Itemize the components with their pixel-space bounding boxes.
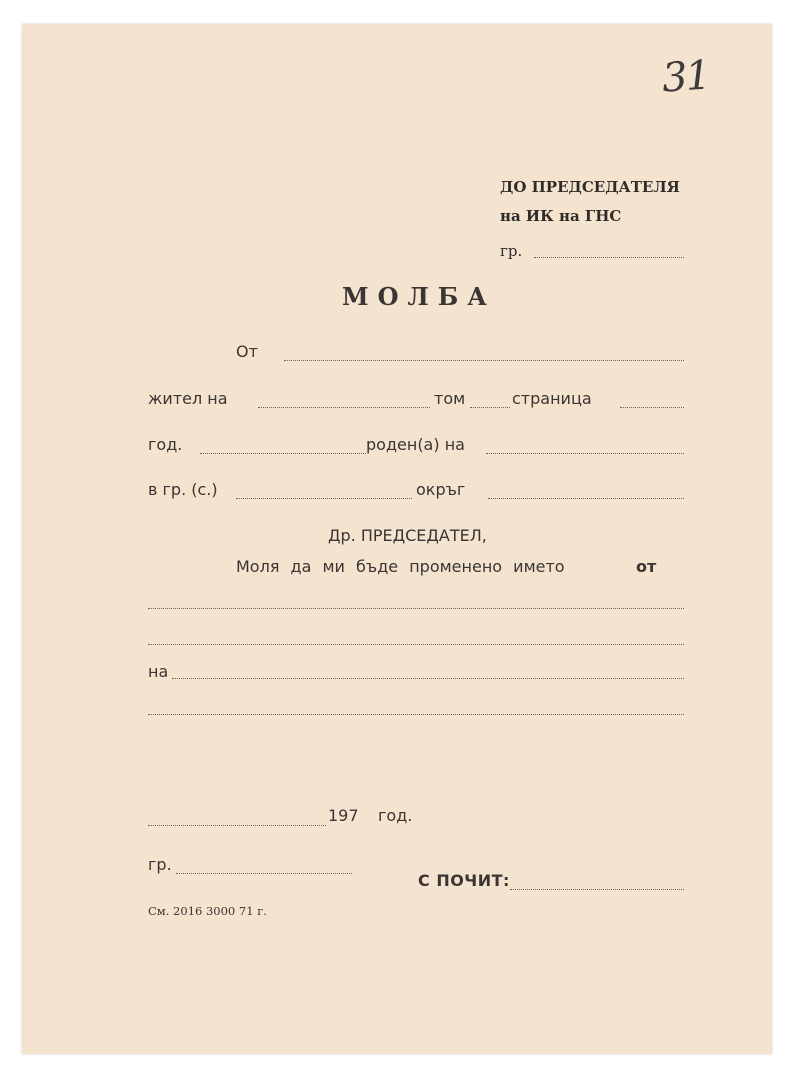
born-label: роден(а) на — [366, 435, 465, 454]
volume-field[interactable] — [470, 407, 510, 408]
from-label: От — [236, 342, 258, 361]
new-name-line-1[interactable] — [172, 678, 684, 679]
addressee-city-field[interactable] — [534, 257, 684, 258]
resident-label: жител на — [148, 389, 228, 408]
district-field[interactable] — [488, 498, 684, 499]
new-name-line-2[interactable] — [148, 714, 684, 715]
year-label: год. — [148, 435, 183, 454]
page-label: страница — [512, 389, 592, 408]
date-field[interactable] — [148, 825, 326, 826]
resident-field[interactable] — [258, 407, 430, 408]
request-from-word: от — [636, 557, 657, 576]
date-suffix: год. — [378, 806, 413, 825]
year-field[interactable] — [200, 453, 366, 454]
volume-label: том — [434, 389, 466, 408]
date-year: 197 — [328, 806, 359, 825]
page-field[interactable] — [620, 407, 684, 408]
form-title: МОЛБА — [342, 282, 496, 311]
place-field[interactable] — [176, 873, 352, 874]
city-village-field[interactable] — [236, 498, 412, 499]
place-label: гр. — [148, 855, 172, 874]
request-text: Моля да ми бъде променено името — [236, 557, 565, 576]
addressee-city-label: гр. — [500, 242, 523, 260]
salutation: Др. ПРЕДСЕДАТЕЛ, — [328, 526, 487, 545]
signature-field[interactable] — [510, 889, 684, 890]
form-sheet — [22, 24, 772, 1054]
from-field[interactable] — [284, 360, 684, 361]
district-label: окръг — [416, 480, 466, 499]
page-number-handwritten: 31 — [660, 52, 711, 102]
print-note: См. 2016 3000 71 г. — [148, 904, 267, 918]
addressee-line1: ДО ПРЕДСЕДАТЕЛЯ — [500, 178, 680, 196]
old-name-line-2[interactable] — [148, 644, 684, 645]
to-label: на — [148, 662, 169, 681]
old-name-line-1[interactable] — [148, 608, 684, 609]
addressee-line2: на ИК на ГНС — [500, 207, 622, 225]
city-village-label: в гр. (с.) — [148, 480, 218, 499]
born-field[interactable] — [486, 453, 684, 454]
signature-label: С ПОЧИТ: — [418, 871, 510, 890]
